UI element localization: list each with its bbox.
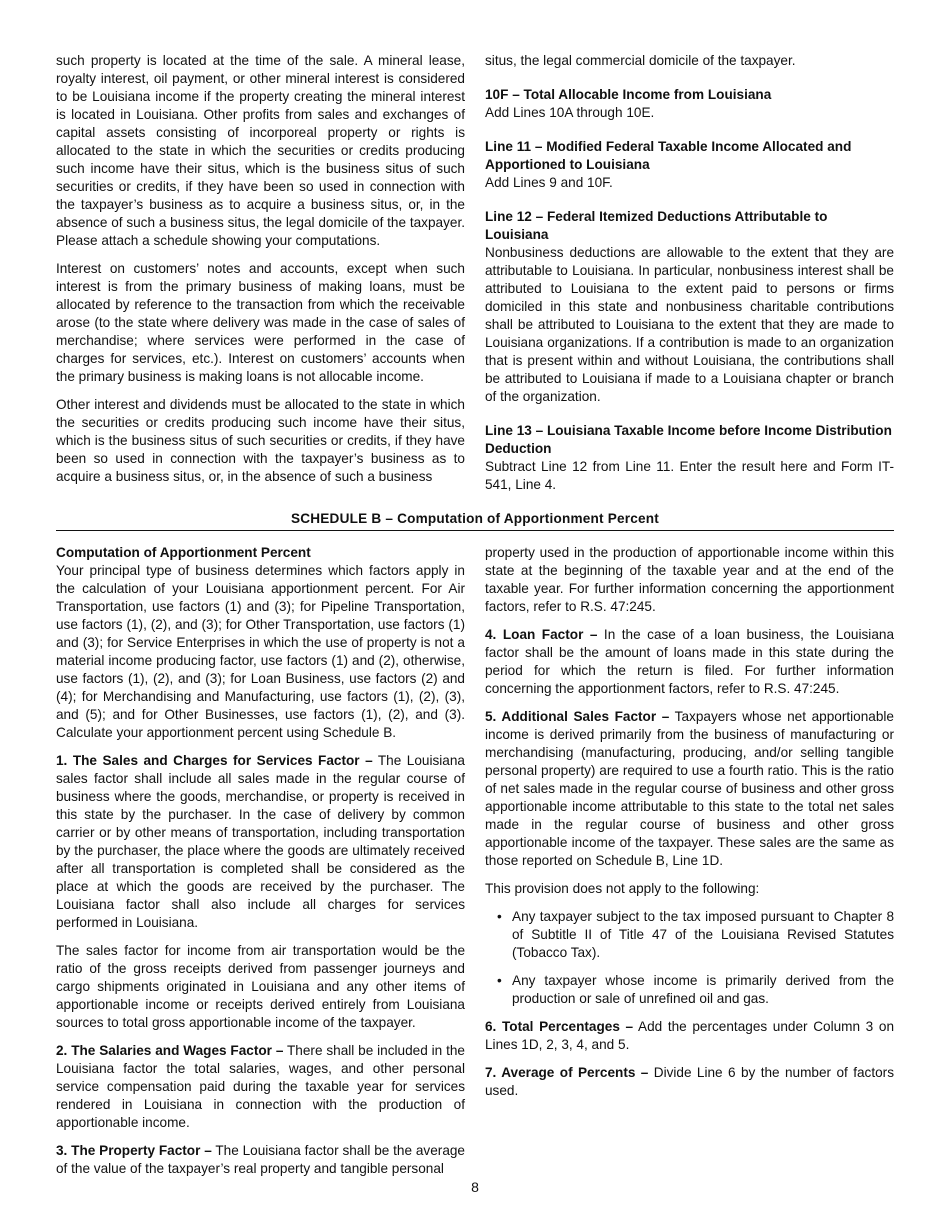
page-number: 8 [471,1179,479,1195]
bottom-left-column [56,544,465,1178]
line-12-heading: Line 12 – Federal Itemized Deductions Attributable to Louisiana [485,209,828,242]
line-13-text: Subtract Line 12 from Line 11. Enter the result here and Form IT-541, Line 4. [485,459,894,492]
bottom-right-column [485,544,894,1100]
apportionment-heading: Computation of Apportionment Percent [56,545,311,560]
list-item [485,972,894,1008]
line-10f-text: Add Lines 10A through 10E. [485,105,655,120]
line-10f-heading: 10F – Total Allocable Income from Louisiana [485,87,772,102]
total-percentages-paragraph [485,1018,894,1054]
additional-sales-factor-lead: 5. Additional Sales Factor – [485,709,670,724]
property-factor-continuation: property used in the production of apportionable income within this state at the beginning of the taxable year and at the end of the taxable year. For further information concerning the apportionment factors, refer to R.S. 47:245. [485,545,894,614]
line-12-text: Nonbusiness deductions are allowable to the extent that they are attributable to Louisiana. In particular, nonbusiness interest shall be attributed to Louisiana to the extent paid to persons or firms domiciled in this state and nonbusiness charitable contributions shall be attributed to Louisiana to the extent that they are made to Louisiana organizations. If a contribution is made to an organization that is present within and without Louisiana, the contributions shall be attributed to Louisiana if made to a Louisiana chapter or branch of the organization. [485,245,894,404]
total-percentages-text: Add the percentages under Column 3 on Lines 1D, 2, 3, 4, and 5. [485,1019,894,1052]
total-percentages-lead: 6. Total Percentages – [485,1019,634,1034]
customer-interest-paragraph: Interest on customers’ notes and accounts, except when such interest is from the primary business of making loans, must be allocated by reference to the transaction from which the receivable arose (to the state where delivery was made in the case of sales of merchandise; where services were performed in the case of charges for services, etc.). Interest on customers’ accounts when the primary business is making loans is not allocable income. [56,261,465,384]
loan-factor-text: In the case of a loan business, the Louisiana factor shall be the amount of loans made in this state during the period for which the return is filed. For further information concerning the apportionment factors, refer to R.S. 47:245. [485,627,894,696]
property-factor-text: The Louisiana factor shall be the average of the value of the taxpayer’s real property and tangible personal [56,1143,465,1176]
sales-factor-lead: 1. The Sales and Charges for Services Factor – [56,753,373,768]
additional-sales-factor-text: Taxpayers whose net apportionable income is derived primarily from the business of manufacturing or merchandising (manufacturing, producing, and/or selling tangible personal property) are required to use a fourth ratio. This is the ratio of net sales made in the regular course of business and other gross apportionable income attributable to this state to the total net sales made in the regular course of business and other gross apportionable income of the taxpayer. These sales are the same as those reported on Schedule B, Line 1D. [485,709,894,868]
average-percents-paragraph [485,1064,894,1100]
property-factor-paragraph [56,1142,465,1178]
schedule-b-title: SCHEDULE B – Computation of Apportionment Percent [290,511,660,526]
line-13-heading: Line 13 – Louisiana Taxable Income before Income Distribution Deduction [485,423,892,456]
exemption-list [485,908,894,1008]
average-percents-lead: 7. Average of Percents – [485,1065,649,1080]
top-right-column [485,52,894,494]
schedule-divider [56,530,894,531]
property-factor-lead: 3. The Property Factor – [56,1143,212,1158]
loan-factor-lead: 4. Loan Factor – [485,627,598,642]
list-item [485,908,894,962]
additional-sales-factor-paragraph [485,708,894,870]
sales-factor-text: The Louisiana sales factor shall include all sales made in the regular course of business where the goods, merchandise, or property is received in this state by the purchaser. In the case of delivery by common carrier or by other means of transportation, including transportation by the purchaser, the place where the goods are ultimately received after all transportation is completed shall be considered as the place at which the goods are received by the purchaser. The Louisiana factor shall also include all charges for services performed in Louisiana. [56,753,465,930]
list-item-text: Any taxpayer whose income is primarily derived from the production or sale of unrefined oil and gas. [512,973,894,1006]
average-percents-text: Divide Line 6 by the number of factors used. [485,1065,894,1098]
top-left-column [56,52,465,486]
provision-paragraph: This provision does not apply to the following: [485,881,760,896]
apportionment-intro: Your principal type of business determines which factors apply in the calculation of your Louisiana apportionment percent. For Air Transportation, use factors (1) and (3); for Pipeline Transportation, use factors (1), (2), and (3); for Other Transportation, use factors (1) and (3); for Service Enterprises in which the use of property is not a material income producing factor, use factors (1) and (2), otherwise, use factors (1), (2), and (3); for Loan Business, use factors (2) and (4); for Merchandising and Manufacturing, use factors (1), (2), (3), and (5); and for Other Businesses, use factors (1), (2), and (3). Calculate your apportionment percent using Schedule B. [56,563,465,740]
salaries-factor-text: There shall be included in the Louisiana factor the total salaries, wages, and other personal service compensation paid during the taxable year for services rendered in Louisiana in connection with the production of apportionable income. [56,1043,465,1130]
list-item-text: Any taxpayer subject to the tax imposed pursuant to Chapter 8 of Subtitle II of Title 47 of the Louisiana Revised Statutes (Tobacco Tax). [512,909,894,960]
line-11-heading: Line 11 – Modified Federal Taxable Income Allocated and Apportioned to Louisiana [485,139,852,172]
air-transport-paragraph: The sales factor for income from air transportation would be the ratio of the gross receipts derived from passenger journeys and cargo shipments originated in Louisiana and any other items of apportionable income or receipts derived entirely from Louisiana sources to total gross apportionable income of the taxpayer. [56,943,465,1030]
bullet-icon: • [497,973,502,988]
mineral-interest-paragraph: such property is located at the time of the sale. A mineral lease, royalty interest, oil payment, or other mineral interest is considered to be Louisiana income if the property creating the mineral interest is located in Louisiana. Other profits from sales and exchanges of capital assets consisting of incorporeal property or rights is allocated to the state in which the securities or credits producing such income have their situs, which is the business situs of such securities or credits, if they have been so used in connection with the taxpayer’s business as to acquire a business situs, or, in the absence of such a business situs, the legal domicile of the taxpayer. Please attach a schedule showing your computations. [56,53,465,248]
loan-factor-paragraph [485,626,894,698]
salaries-factor-paragraph [56,1042,465,1132]
sales-factor-paragraph [56,752,465,932]
bullet-icon: • [497,909,502,924]
other-interest-paragraph: Other interest and dividends must be allocated to the state in which the securities or credits producing such income have their situs, which is the business situs of such securities or credits, if they have been so used in connection with the taxpayer’s business as to acquire a business situs, or, in the absence of such a business [56,397,465,484]
salaries-factor-lead: 2. The Salaries and Wages Factor – [56,1043,284,1058]
situs-continuation: situs, the legal commercial domicile of the taxpayer. [485,53,796,68]
line-11-text: Add Lines 9 and 10F. [485,175,613,190]
